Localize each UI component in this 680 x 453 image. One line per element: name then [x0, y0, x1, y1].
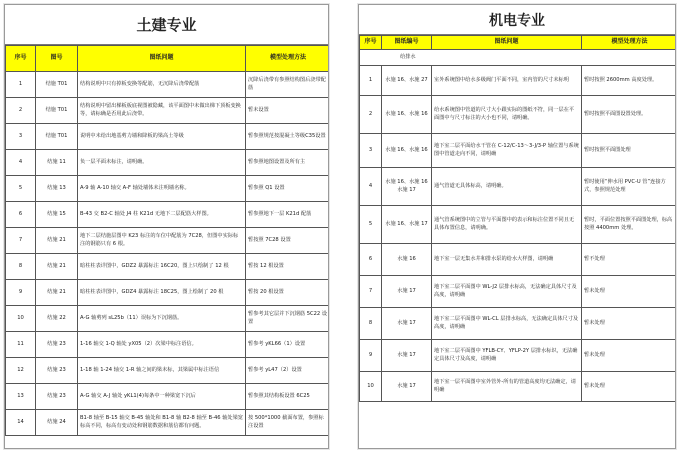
row-issue: 地下二层结施层图中 K23 标注的车位中配筋为 7C28，但图中实际标注的钢筋只有 6 根。: [78, 228, 246, 254]
col-header-method: 模型处理方法: [246, 46, 330, 72]
col-header-issue: 图纸问题: [432, 36, 582, 50]
row-issue: 结构说明中留出梯板板底视图被隐藏，该平面图中未做出梯下顶板变换等，请标确是否用此后浇带。: [78, 98, 246, 124]
civil-sheet-title: 土建专业: [5, 5, 328, 45]
row-method: 暂时使用“伸水用 PVC-U 管”连接方式，参照规范处理: [582, 168, 677, 206]
row-method: 暂参考其它层并下沉钢筋 5C22 设置: [246, 306, 330, 332]
row-method: 暂时，平面位置按照平面图处理，标高按照 4400mm 处理。: [582, 206, 677, 244]
civil-issues-table: [5, 45, 329, 436]
row-method: 暂按 20 根设置: [246, 280, 330, 306]
mep-issues-table: [359, 35, 676, 402]
row-issue: 负一层平面未标注，请明确。: [78, 150, 246, 176]
row-issue: 地下室一层平面图中室外管外-所有的管道高度均无法确定，请明确: [432, 372, 582, 402]
row-issue: 地下室二层平面图中 WL-J2 层排水标高，无法确定具体尺寸及高度，请明确: [432, 276, 582, 308]
row-issue: A-G 轴剪列 sL25b（11）误标为下沉钢筋。: [78, 306, 246, 332]
row-sheet-number: 结施 21: [36, 280, 78, 306]
table-row: [6, 228, 330, 254]
table-row: [360, 276, 677, 308]
row-method: 暂按 12 根设置: [246, 254, 330, 280]
row-issue: 地下室二层平面图中 YFLB-CY、YFLP-2Y 层排水标识，无法确定具体尺寸及高度，请明确: [432, 340, 582, 372]
row-number: 4: [6, 150, 36, 176]
civil-table-body: [6, 72, 330, 436]
row-sheet-number: 结施 T01: [36, 124, 78, 150]
row-number: 5: [360, 206, 382, 244]
row-number: 1: [6, 72, 36, 98]
row-number: 2: [360, 96, 382, 134]
table-row: [6, 410, 330, 436]
row-issue: 结构说明中只有掉板变换等配筋，无沉降后浇带配筋: [78, 72, 246, 98]
row-sheet-number: 水施 16、水施 17: [382, 206, 432, 244]
row-number: 9: [360, 340, 382, 372]
row-issue: 室外系统图中给水多级阀门平面不同，室内管的尺寸未标明: [432, 66, 582, 96]
row-sheet-number: 水施 16: [382, 244, 432, 276]
table-row: [360, 340, 677, 372]
row-sheet-number: 结施 23: [36, 384, 78, 410]
row-method: 暂未处理: [582, 340, 677, 372]
col-header-method: 模型处理方法: [582, 36, 677, 50]
table-row: [6, 280, 330, 306]
row-sheet-number: 水施 17: [382, 308, 432, 340]
row-number: 9: [6, 280, 36, 306]
row-method: 暂参照其结构板设置 6C25: [246, 384, 330, 410]
mep-issues-sheet: [358, 4, 676, 449]
row-method: 暂参照地下一层 K21d 配筋: [246, 202, 330, 228]
table-row: [360, 206, 677, 244]
row-sheet-number: 水施 16、水施 16: [382, 134, 432, 168]
row-issue: A-G 轴交 A-J 轴处 yKL1(4)每条中一种梁宽下沉后: [78, 384, 246, 410]
col-header-sheet: 图纸编号: [382, 36, 432, 50]
row-issue: 通气管道无具体标高，请明确。: [432, 168, 582, 206]
sheet-gap: [338, 4, 350, 449]
row-sheet-number: 结施 15: [36, 202, 78, 228]
row-sheet-number: 结施 23: [36, 358, 78, 384]
civil-header-row: [6, 46, 330, 72]
mep-table-body: [360, 50, 677, 402]
row-method: 沉降后浇带有参照结构图后浇带配筋: [246, 72, 330, 98]
row-number: 8: [6, 254, 36, 280]
table-row: [6, 358, 330, 384]
section-row: [360, 50, 677, 66]
row-method: 暂时按照 2600mm 高度处理。: [582, 66, 677, 96]
row-issue: 1-16 轴交 1-Q 轴处 yX05（2）次梁中标注语信。: [78, 332, 246, 358]
table-row: [6, 306, 330, 332]
row-number: 3: [360, 134, 382, 168]
row-issue: B-43 交 B2-C 轴处 J4 柱 K21d 无地下二层配筋大样图。: [78, 202, 246, 228]
row-issue: 暗柱柱表详图中，GDZ4 暴露标注 18C25，图上绘制了 20 根: [78, 280, 246, 306]
row-number: 1: [360, 66, 382, 96]
row-number: 2: [6, 98, 36, 124]
row-sheet-number: 结施 21: [36, 228, 78, 254]
row-number: 3: [6, 124, 36, 150]
row-method: 暂参考 yKL66（1）设置: [246, 332, 330, 358]
row-issue: 地下室二层平面图中 WL-CL 层排水标高，无法确定具体尺寸及高度，请明确: [432, 308, 582, 340]
row-method: 暂时按照平面图处理: [582, 134, 677, 168]
row-issue: A-9 轴 A-10 轴交 A-F 轴处墙体未注明墙名称。: [78, 176, 246, 202]
table-row: [6, 202, 330, 228]
row-sheet-number: 水施 16、水施 27: [382, 66, 432, 96]
row-number: 4: [360, 168, 382, 206]
row-number: 14: [6, 410, 36, 436]
row-method: 暂未处理: [582, 308, 677, 340]
mep-sheet-title: 机电专业: [359, 5, 675, 35]
mep-header-row: [360, 36, 677, 50]
row-sheet-number: 结施 24: [36, 410, 78, 436]
row-sheet-number: 水施 17: [382, 276, 432, 308]
row-method: 按 500*1000 截面布置，参照标注设置: [246, 410, 330, 436]
row-method: 暂按照 7C28 设置: [246, 228, 330, 254]
row-number: 6: [6, 202, 36, 228]
row-sheet-number: 水施 16、水施 16 水施 17: [382, 168, 432, 206]
row-issue: 地下室二层平面给水干管在 C-12/C-13～3-J/3-P 轴位置与系统图中管道走向不同，请明确: [432, 134, 582, 168]
row-sheet-number: 结施 T01: [36, 72, 78, 98]
row-method: 暂未处理: [582, 372, 677, 402]
row-sheet-number: 水施 17: [382, 372, 432, 402]
row-number: 6: [360, 244, 382, 276]
row-number: 8: [360, 308, 382, 340]
table-row: [360, 134, 677, 168]
row-method: 暂时按照平面图设置处理。: [582, 96, 677, 134]
row-number: 10: [6, 306, 36, 332]
row-number: 13: [6, 384, 36, 410]
row-issue: B1-8 轴至 B-15 轴交 B-45 轴处和 B1-8 轴 B2-8 轴至 B-46 轴处梁宽标高不同，标高有变动处和钢筋数据和筋信都有问题。: [78, 410, 246, 436]
table-row: [6, 254, 330, 280]
row-method: 暂参照地图设置及所有主: [246, 150, 330, 176]
row-issue: 地下室一层无集水井和排水泵的给水大样图，请明确: [432, 244, 582, 276]
row-number: 11: [6, 332, 36, 358]
table-row: [360, 168, 677, 206]
row-issue: 给水系统图中管道的尺寸大小跟实际的图纸不符，同一层在平面图中与尺寸标注的大小也不同，请明确。: [432, 96, 582, 134]
row-sheet-number: 结施 22: [36, 306, 78, 332]
row-method: 暂不处理: [582, 244, 677, 276]
row-number: 7: [360, 276, 382, 308]
row-issue: 1-18 轴 1-24 轴交 1-R 轴之间的梁未标，其梁属中标注语信: [78, 358, 246, 384]
table-row: [6, 176, 330, 202]
col-header-sheet: 图号: [36, 46, 78, 72]
table-row: [6, 150, 330, 176]
col-header-no: 序号: [360, 36, 382, 50]
col-header-issue: 图纸问题: [78, 46, 246, 72]
row-method: 暂参照规范按混凝土等级C35设置: [246, 124, 330, 150]
table-row: [6, 332, 330, 358]
row-issue: 通气管系统图中的立管与平面图中的表示和标注位置不同且无具体布置信息，请明确。: [432, 206, 582, 244]
table-row: [360, 96, 677, 134]
table-row: [6, 124, 330, 150]
table-row: [360, 372, 677, 402]
table-row: [6, 384, 330, 410]
row-number: 7: [6, 228, 36, 254]
row-sheet-number: 结施 21: [36, 254, 78, 280]
row-number: 5: [6, 176, 36, 202]
table-row: [360, 66, 677, 96]
row-method: 暂未设置: [246, 98, 330, 124]
row-sheet-number: 水施 16、水施 16: [382, 96, 432, 134]
table-row: [6, 72, 330, 98]
col-header-no: 序号: [6, 46, 36, 72]
row-method: 暂未处理: [582, 276, 677, 308]
row-sheet-number: 结施 11: [36, 150, 78, 176]
row-sheet-number: 结施 23: [36, 332, 78, 358]
row-issue: 说明中未给出地基剪力墙和降板的梁高土等级: [78, 124, 246, 150]
table-row: [6, 98, 330, 124]
table-row: [360, 244, 677, 276]
row-method: 暂参考 yL47（2）设置: [246, 358, 330, 384]
row-number: 10: [360, 372, 382, 402]
section-label: 给排水: [360, 50, 677, 66]
table-row: [360, 308, 677, 340]
row-sheet-number: 结施 T01: [36, 98, 78, 124]
row-method: 暂参照 Q1 设置: [246, 176, 330, 202]
row-sheet-number: 结施 13: [36, 176, 78, 202]
row-issue: 暗柱柱表详图中，GDZ2 暴露标注 16C20，图上只绘制了 12 根: [78, 254, 246, 280]
row-sheet-number: 水施 17: [382, 340, 432, 372]
civil-issues-sheet: [4, 4, 329, 449]
row-number: 12: [6, 358, 36, 384]
